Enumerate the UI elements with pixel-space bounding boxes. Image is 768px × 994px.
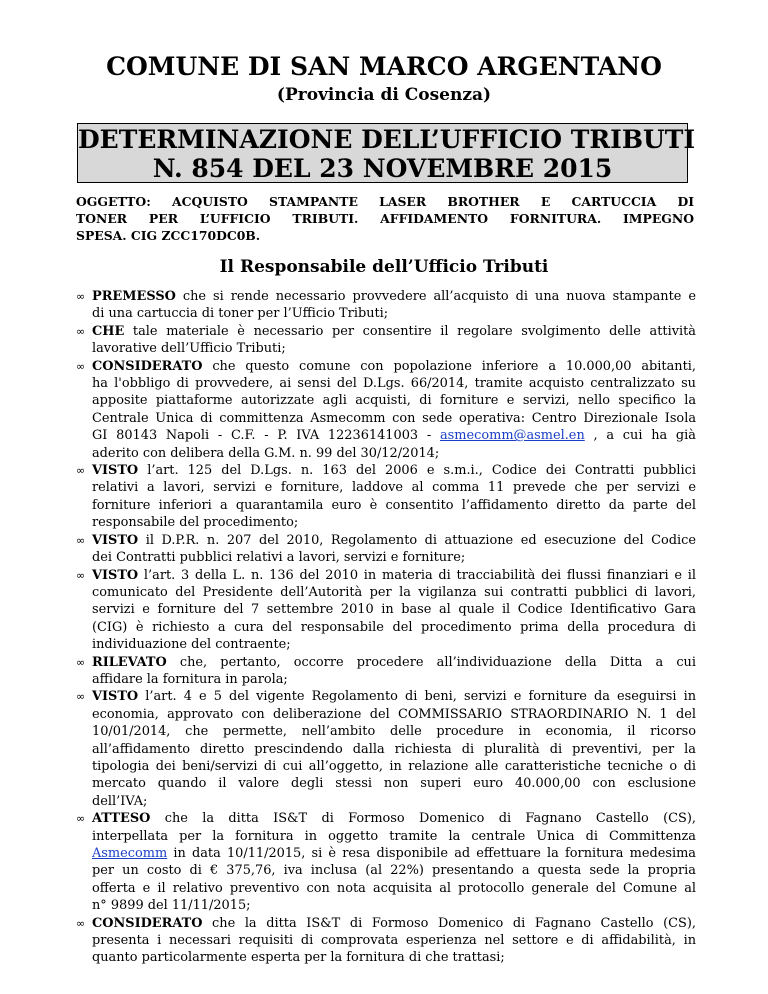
item-text: tipologia dei beni/servizi di cui all’oggetto, in relazione alle caratteristiche tecniche o di bbox=[92, 758, 696, 774]
item-keyword: VISTO bbox=[92, 567, 139, 583]
provincia-subtitle: (Provincia di Cosenza) bbox=[276, 85, 492, 105]
item-text: aderito con delibera della G.M. n. 99 del 30/12/2014; bbox=[92, 445, 440, 461]
item-text: all’affidamento diretto prescindendo dalla richiesta di pluralità di preventivi, per la bbox=[92, 741, 696, 757]
item-text: individuazione del contraente; bbox=[92, 637, 291, 653]
item-text: economia, approvato con deliberazione del COMMISSARIO STRAORDINARIO N. 1 del bbox=[92, 706, 696, 722]
item-text: n° 9899 del 11/11/2015; bbox=[92, 898, 251, 914]
item-text: , a cui ha già bbox=[584, 428, 696, 444]
item-text: relativi a lavori, servizi e forniture, laddove al comma 11 prevede che per servizi e bbox=[92, 480, 696, 496]
asmecomm-link[interactable]: Asmecomm bbox=[92, 846, 168, 861]
item-text: dell’IVA; bbox=[92, 793, 148, 809]
infinity-bullet-icon: ∞ bbox=[76, 324, 86, 338]
list-item bbox=[76, 358, 696, 462]
list-item bbox=[76, 810, 696, 914]
item-text: tale materiale è necessario per consentire il regolare svolgimento delle attività bbox=[124, 323, 696, 339]
item-text: responsabile del procedimento; bbox=[92, 515, 299, 531]
item-text: il D.P.R. n. 207 del 2010, Regolamento di attuazione ed esecuzione del Codice bbox=[138, 532, 696, 548]
list-item bbox=[76, 532, 696, 567]
infinity-bullet-icon: ∞ bbox=[76, 655, 86, 669]
infinity-bullet-icon: ∞ bbox=[76, 290, 86, 303]
item-text: ha l'obbligo di provvedere, ai sensi del D.Lgs. 66/2014, tramite acquisto centralizzato su bbox=[92, 376, 696, 392]
item-text: l’art. 4 e 5 del vigente Regolamento di beni, servizi e forniture da eseguirsi in bbox=[138, 689, 696, 705]
item-text: comunicato del Presidente dell’Autorità per la vigilanza sui contratti pubblici di lavori, bbox=[92, 584, 696, 600]
comune-title: COMUNE DI SAN MARCO ARGENTANO bbox=[106, 52, 662, 81]
infinity-bullet-icon: ∞ bbox=[76, 533, 86, 547]
item-keyword: VISTO bbox=[92, 689, 139, 705]
infinity-bullet-icon: ∞ bbox=[76, 812, 86, 826]
premesse-list bbox=[76, 288, 696, 967]
item-keyword: VISTO bbox=[92, 463, 139, 479]
item-text: (CIG) è richiesto a cura del responsabile del procedimento prima della procedura di bbox=[92, 619, 696, 635]
item-text: GI 80143 Napoli - C.F. - P. IVA 12236141003 - bbox=[92, 428, 440, 444]
item-text: che questo comune con popolazione inferiore a 10.000,00 abitanti, bbox=[202, 358, 696, 374]
item-keyword: CHE bbox=[92, 323, 125, 339]
list-item bbox=[76, 654, 696, 689]
list-item bbox=[76, 915, 696, 967]
list-item bbox=[76, 288, 696, 323]
item-text: apposite piattaforme autorizzate agli acquisti, di forniture e servizi, nello specifico la bbox=[92, 393, 696, 409]
item-text: l’art. 3 della L. n. 136 del 2010 in materia di tracciabilità dei flussi finanziari e il bbox=[138, 567, 696, 583]
item-text: di una cartuccia di toner per l’Ufficio Tributi; bbox=[92, 306, 389, 322]
item-text: Centrale Unica di committenza Asmecomm con sede operativa: Centro Direzionale Isola bbox=[92, 410, 696, 426]
item-keyword: CONSIDERATO bbox=[92, 358, 203, 374]
item-keyword: VISTO bbox=[92, 532, 139, 548]
item-text: che, pertanto, occorre procedere all’individuazione della Ditta a cui bbox=[166, 654, 696, 670]
item-keyword: RILEVATO bbox=[92, 654, 167, 670]
item-text: quanto particolarmente esperta per la fornitura di che trattasi; bbox=[92, 950, 505, 966]
oggetto-line: TONER PER L’UFFICIO TRIBUTI. AFFIDAMENTO FORNITURA. IMPEGNO bbox=[76, 211, 694, 226]
oggetto-block bbox=[76, 193, 694, 244]
item-text: mercato quando il valore degli stessi non superi euro 40.000,00 con esclusione bbox=[92, 776, 696, 792]
item-keyword: CONSIDERATO bbox=[92, 915, 203, 931]
item-text: che si rende necessario provvedere all’acquisto di una nuova stampante e bbox=[175, 289, 696, 304]
list-item bbox=[76, 567, 696, 654]
item-text: presenta i necessari requisiti di comprovata esperienza nel settore e di affidabilità, in bbox=[92, 933, 696, 949]
item-text: forniture inferiori a quarantamila euro è consentito l’affidamento diretto da parte del bbox=[92, 497, 696, 513]
item-text: che la ditta IS&T di Formoso Domenico di Fagnano Castello (CS), bbox=[202, 915, 696, 931]
item-keyword: PREMESSO bbox=[92, 289, 176, 304]
item-text: dei Contratti pubblici relativi a lavori, servizi e forniture; bbox=[92, 550, 466, 566]
item-text: lavorative dell’Ufficio Tributi; bbox=[92, 341, 286, 357]
asmecomm-email-link[interactable]: asmecomm@asmel.en bbox=[439, 428, 585, 444]
item-text: servizi e forniture del 7 settembre 2010 in base al quale il Codice Identificativo Gara bbox=[92, 602, 696, 618]
item-text: offerta e il relativo preventivo con nota acquisita al protocollo generale del Comune al bbox=[92, 880, 696, 896]
responsabile-heading: Il Responsabile dell’Ufficio Tributi bbox=[219, 257, 549, 277]
item-text: per un costo di € 375,76, iva inclusa (al 22%) presentando a questa sede la propria bbox=[92, 863, 696, 879]
list-item bbox=[76, 462, 696, 532]
item-text: che la ditta IS&T di Formoso Domenico di Fagnano Castello (CS), bbox=[150, 811, 696, 827]
item-text: l’art. 125 del D.Lgs. n. 163 del 2006 e s.m.i., Codice dei Contratti pubblici bbox=[138, 463, 696, 479]
infinity-bullet-icon: ∞ bbox=[76, 359, 86, 373]
determinazione-box bbox=[77, 123, 696, 183]
determinazione-title: DETERMINAZIONE DELL’UFFICIO TRIBUTI bbox=[78, 125, 696, 154]
item-keyword: ATTESO bbox=[92, 811, 151, 827]
list-item bbox=[76, 323, 696, 358]
item-text: affidare la fornitura in parola; bbox=[92, 671, 288, 687]
oggetto-line: SPESA. CIG ZCC170DC0B. bbox=[76, 228, 261, 243]
list-item bbox=[76, 688, 696, 810]
infinity-bullet-icon: ∞ bbox=[76, 464, 86, 478]
item-text: 10/01/2014, che permette, nell’ambito delle procedure in economia, il ricorso bbox=[92, 724, 696, 740]
infinity-bullet-icon: ∞ bbox=[76, 916, 86, 930]
item-text: interpellata per la fornitura in oggetto tramite la centrale Unica di Committenza bbox=[92, 828, 696, 844]
item-text: in data 10/11/2015, si è resa disponibile ad effettuare la fornitura medesima bbox=[167, 846, 696, 861]
oggetto-line: OGGETTO: ACQUISTO STAMPANTE LASER BROTHER E CARTUCCIA DI bbox=[76, 194, 694, 209]
infinity-bullet-icon: ∞ bbox=[76, 568, 86, 582]
determinazione-number: N. 854 DEL 23 NOVEMBRE 2015 bbox=[152, 154, 613, 183]
infinity-bullet-icon: ∞ bbox=[76, 690, 86, 704]
